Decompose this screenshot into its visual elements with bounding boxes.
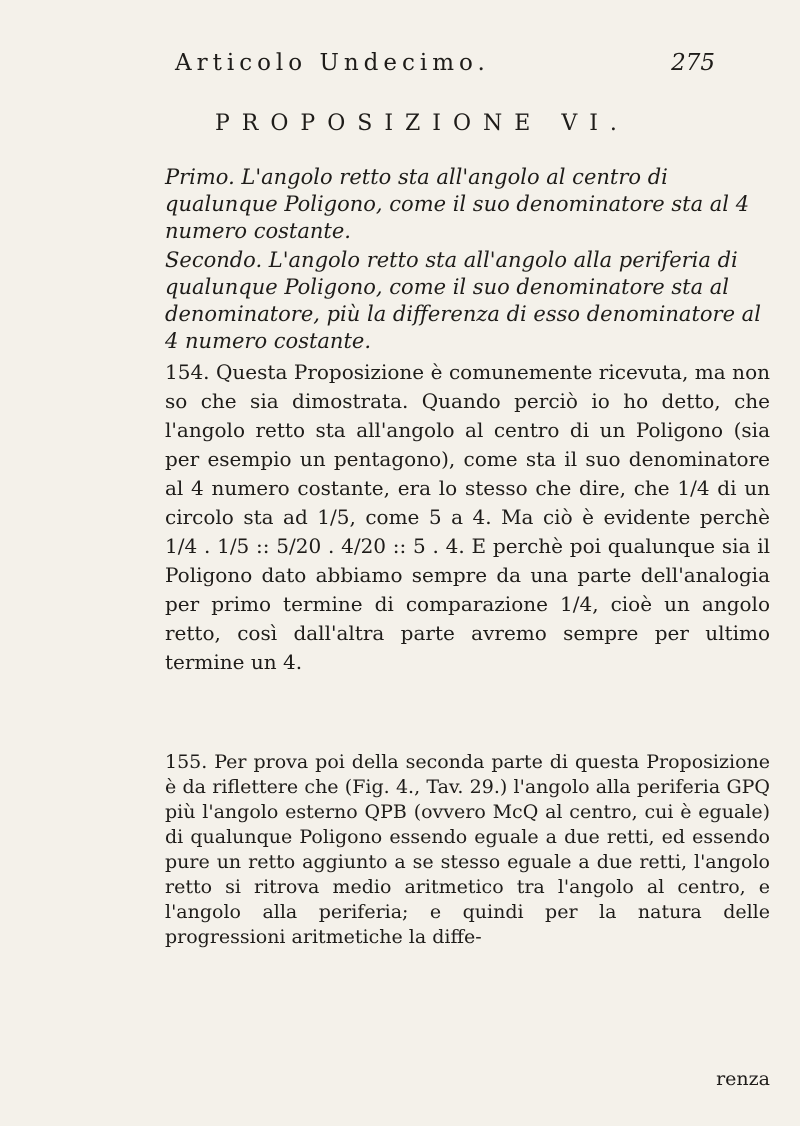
running-header <box>175 50 715 76</box>
catchword: renza <box>716 1068 770 1090</box>
page-number: 275 <box>671 50 715 76</box>
header-title: Articolo Undecimo. <box>175 50 490 76</box>
proposition-title: PROPOSIZIONE VI. <box>215 111 629 136</box>
statement-first: Primo. L'angolo retto sta all'angolo al centro di qualunque Poligono, come il suo denominatore sta al 4 numero costante. <box>165 165 750 243</box>
paragraph-155: 155. Per prova poi della seconda parte di questa Proposizione è da riflettere che (Fig. 4., Tav. 29.) l'angolo alla periferia GPQ più l'angolo esterno QPB (ovvero McQ al centro, cui è eguale) di qualunque Poligono essendo eguale a due retti, ed essendo pure un retto aggiunto a se stesso eguale a due retti, l'angolo retto si ritrova medio aritmetico tra l'angolo al centro, e l'angolo alla periferia; e quindi per la natura delle progressioni aritmetiche la diffe- <box>165 751 770 948</box>
statement-second: Secondo. L'angolo retto sta all'angolo alla periferia di qualunque Poligono, come il suo denominatore sta al denominatore, più la differenza di esso denominatore al 4 numero costante. <box>165 248 761 353</box>
paragraph-154: 154. Questa Proposizione è comunemente ricevuta, ma non so che sia dimostrata. Quando perciò io ho detto, che l'angolo retto sta all'angolo al centro di un Poligono (sia per esempio un pentagono), come sta il suo denominatore al 4 numero costante, era lo stesso che dire, che 1/4 di un circolo sta ad 1/5, come 5 a 4. Ma ciò è evidente perchè 1/4 . 1/5 :: 5/20 . 4/20 :: 5 . 4. E perchè poi qualunque sia il Poligono dato abbiamo sempre da una parte dell'analogia per primo termine di comparazione 1/4, cioè un angolo retto, così dall'altra parte avremo sempre per ultimo termine un 4. <box>165 360 770 674</box>
